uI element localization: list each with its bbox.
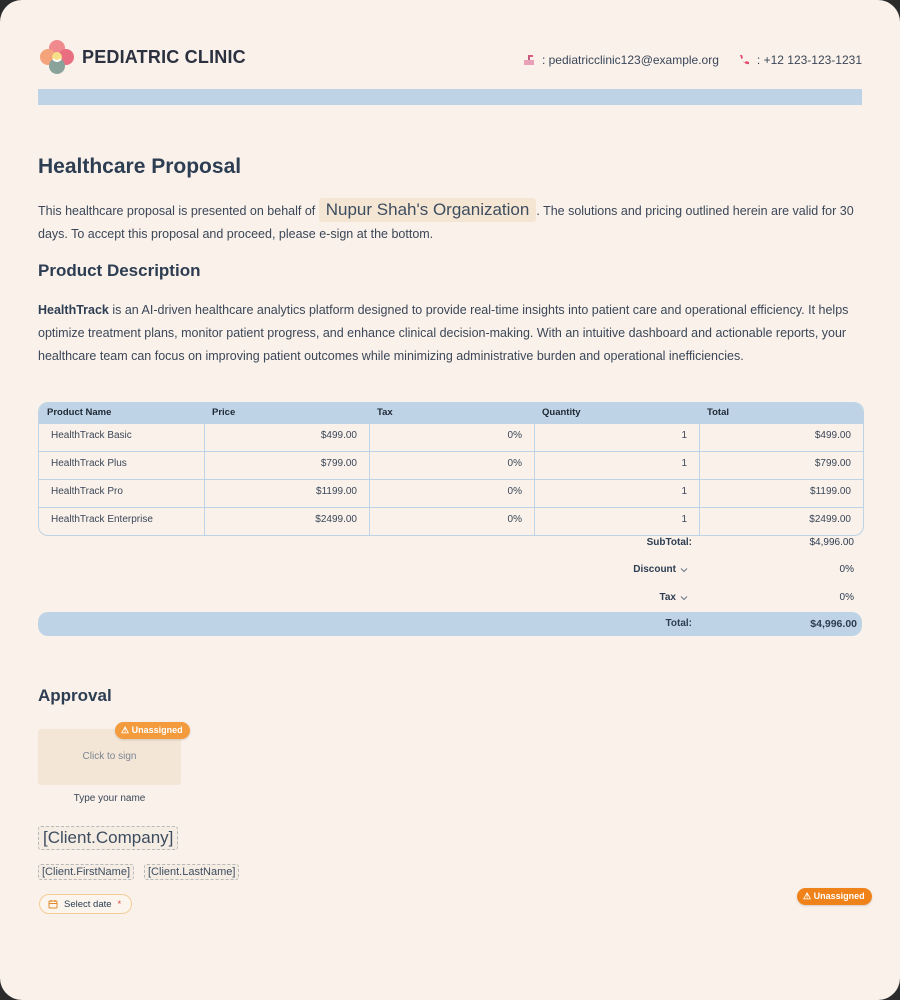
product-name: HealthTrack [38, 303, 109, 317]
pricing-table [38, 402, 864, 536]
cell-product[interactable]: HealthTrack Basic [51, 430, 132, 441]
subtotal-label: SubTotal: [646, 537, 692, 548]
cell-price[interactable]: $2499.00 [204, 508, 369, 535]
discount-label[interactable]: Discount [633, 564, 676, 575]
client-company-field[interactable]: [Client.Company] [38, 826, 178, 850]
cell-total: $799.00 [699, 452, 863, 479]
tax-value: 0% [839, 592, 854, 603]
cell-total: $1199.00 [699, 480, 863, 507]
intro-before: This healthcare proposal is presented on behalf of [38, 204, 316, 218]
cell-product[interactable]: HealthTrack Pro [51, 486, 123, 497]
cell-quantity[interactable]: 1 [534, 480, 699, 507]
warning-icon: ⚠ [121, 725, 130, 735]
header-product-name: Product Name [47, 407, 112, 418]
table-row [39, 507, 863, 535]
cell-tax[interactable]: 0% [369, 508, 534, 535]
product-description [38, 299, 862, 368]
clinic-logo-icon [38, 38, 76, 76]
total-label: Total: [665, 618, 692, 629]
cell-total: $2499.00 [699, 508, 863, 535]
calendar-icon [48, 899, 58, 909]
date-picker-label: Select date [64, 898, 112, 910]
cell-tax[interactable]: 0% [369, 480, 534, 507]
unassigned-badge-right: ⚠ Unassigned [797, 888, 872, 905]
table-row [39, 423, 863, 451]
header-tax: Tax [377, 407, 393, 418]
cell-product[interactable]: HealthTrack Plus [51, 458, 127, 469]
phone-text[interactable]: : +12 123-123-1231 [756, 53, 862, 67]
name-caption[interactable]: Type your name [73, 793, 146, 804]
intro-after: . The solutions and pricing outlined herein are valid for 30 days. To accept this proposal and proceed, please e-sign at the bottom. [38, 204, 854, 241]
unassigned-badge: ⚠ Unassigned [115, 722, 190, 739]
subtotal-value: $4,996.00 [809, 537, 854, 548]
cell-total: $499.00 [699, 424, 863, 451]
client-lastname-field[interactable]: [Client.LastName] [144, 864, 239, 880]
product-description-text: is an AI-driven healthcare analytics platform designed to provide real-time insights into patient care and operational efficiency. It helps optimize treatment plans, monitor patient progress, and enhance clinical decision-making. With an intuitive dashboard and actionable reports, your healthcare team can focus on improving patient outcomes while minimizing administrative burden and operational inefficiencies. [38, 303, 849, 363]
brand-name: PEDIATRIC CLINIC [82, 47, 246, 67]
signature-box[interactable]: Click to sign [38, 729, 181, 785]
mailbox-icon [522, 53, 536, 67]
cell-quantity[interactable]: 1 [534, 452, 699, 479]
cell-quantity[interactable]: 1 [534, 424, 699, 451]
cell-tax[interactable]: 0% [369, 452, 534, 479]
page-title: Healthcare Proposal [38, 155, 242, 178]
phone-icon [737, 53, 751, 67]
cell-tax[interactable]: 0% [369, 424, 534, 451]
product-heading: Product Description [38, 261, 201, 280]
header-price: Price [212, 407, 236, 418]
table-header [39, 403, 863, 423]
warning-icon: ⚠ [803, 891, 812, 901]
cell-price[interactable]: $1199.00 [204, 480, 369, 507]
total-value: $4,996.00 [810, 618, 857, 630]
chevron-down-icon[interactable] [680, 566, 688, 574]
tax-label[interactable]: Tax [659, 592, 676, 603]
discount-value: 0% [839, 564, 854, 575]
header-quantity: Quantity [542, 407, 581, 418]
cell-product[interactable]: HealthTrack Enterprise [51, 514, 153, 525]
intro-paragraph [38, 198, 862, 246]
header-total: Total [707, 407, 729, 418]
header [38, 38, 862, 78]
contact-info [522, 53, 862, 67]
table-row [39, 479, 863, 507]
chevron-down-icon[interactable] [680, 594, 688, 602]
cell-quantity[interactable]: 1 [534, 508, 699, 535]
client-firstname-field[interactable]: [Client.FirstName] [38, 864, 134, 880]
organization-field[interactable]: Nupur Shah's Organization [319, 198, 537, 222]
table-row [39, 451, 863, 479]
approval-heading: Approval [38, 686, 112, 705]
cell-price[interactable]: $799.00 [204, 452, 369, 479]
date-picker[interactable] [39, 894, 132, 914]
email-text[interactable]: : pediatricclinic123@example.org [541, 53, 719, 67]
header-divider [38, 89, 862, 105]
required-mark: * [117, 898, 122, 910]
cell-price[interactable]: $499.00 [204, 424, 369, 451]
